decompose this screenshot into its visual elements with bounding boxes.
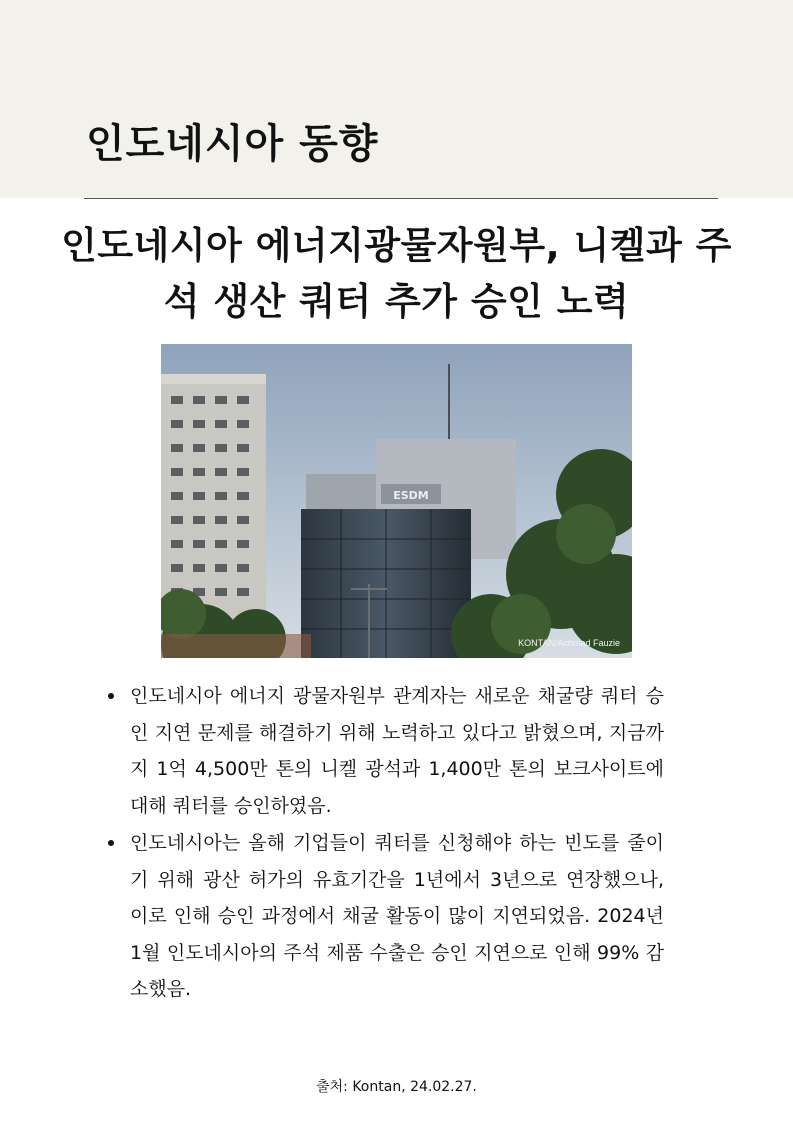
bullet-text: 인도네시아는 올해 기업들이 쿼터를 신청해야 하는 빈도를 줄이기 위해 광산 허가의 유효기간을 1년에서 3년으로 연장했으나, 이로 인해 승인 과정에서 채굴 활동이 많이 지연되었음. 2024년 1월 인도네시아의 주석 제품 수출은 승인 지연으로 인해 99% 감소했음. [130, 832, 664, 1000]
source-citation: 출처: Kontan, 24.02.27. [316, 1079, 477, 1095]
divider [84, 198, 718, 199]
article-headline: 인도네시아 에너지광물자원부, 니켈과 주석 생산 쿼터 추가 승인 노력 [61, 224, 732, 323]
list-item [104, 825, 664, 1008]
bullet-list [104, 678, 664, 1009]
bullet-icon [108, 840, 114, 846]
bullet-icon [108, 693, 114, 699]
bullet-text: 인도네시아 에너지 광물자원부 관계자는 새로운 채굴량 쿼터 승인 지연 문제를 해결하기 위해 노력하고 있다고 밝혔으며, 지금까지 1억 4,500만 톤의 니켈 광석과 1,400만 톤의 보크사이트에 대해 쿼터를 승인하였음. [130, 685, 664, 817]
section-title: 인도네시아 동향 [86, 121, 379, 167]
list-item [104, 678, 664, 824]
photo-credit: KONTAN/Achmad Fauzie [518, 638, 620, 648]
building-sign: ESDM [393, 489, 429, 502]
ministry-building-image [161, 344, 632, 658]
article-photo [161, 344, 632, 658]
